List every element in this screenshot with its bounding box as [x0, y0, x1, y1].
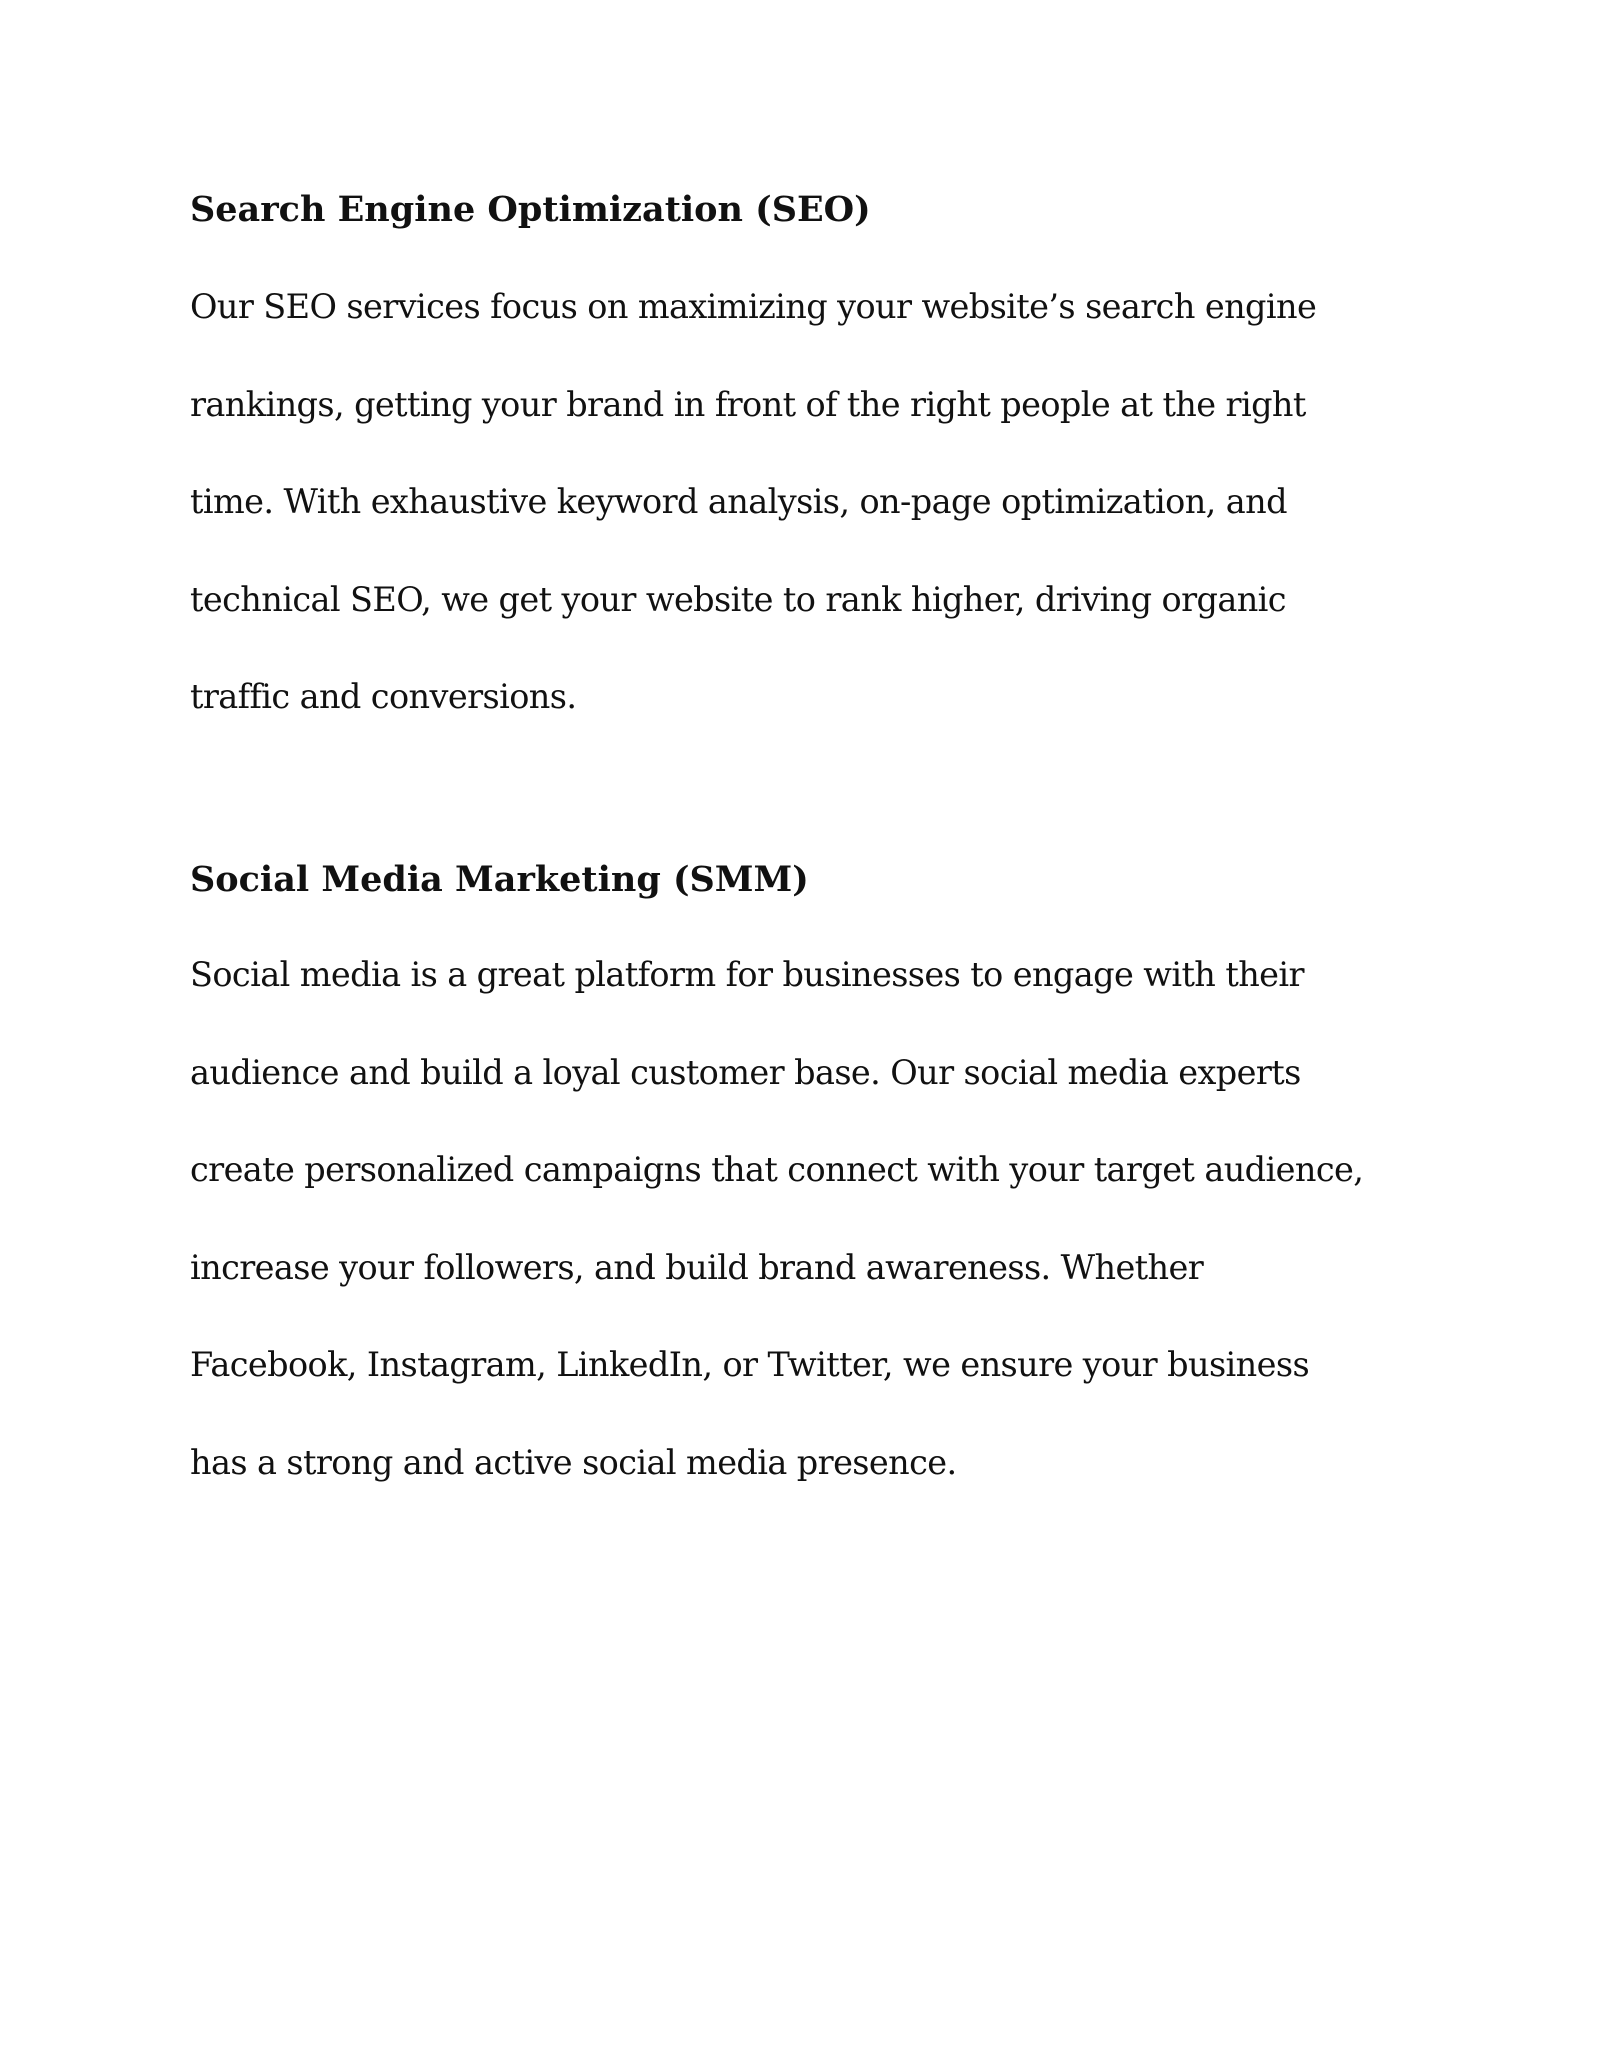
- section-smm: [190, 852, 1420, 1511]
- section-heading: Search Engine Optimization (SEO): [190, 189, 871, 230]
- section-body: [190, 926, 1420, 1511]
- body-line: rankings, getting your brand in front of the right people at the right: [190, 384, 1306, 424]
- body-line: increase your followers, and build brand awareness. Whether: [190, 1247, 1204, 1287]
- body-line: traffic and conversions.: [190, 677, 577, 716]
- body-line: Social media is a great platform for businesses to engage with their: [190, 955, 1304, 994]
- body-line: has a strong and active social media presence.: [190, 1442, 957, 1482]
- body-line: Facebook, Instagram, LinkedIn, or Twitter, we ensure your business: [190, 1345, 1310, 1384]
- body-line: Our SEO services focus on maximizing your website’s search engine: [190, 287, 1317, 326]
- body-line: time. With exhaustive keyword analysis, on-page optimization, and: [190, 482, 1287, 521]
- body-line: create personalized campaigns that connect with your target audience,: [190, 1150, 1364, 1189]
- section-body: [190, 258, 1420, 746]
- body-line: audience and build a loyal customer base. Our social media experts: [190, 1052, 1301, 1092]
- section-seo: [190, 182, 1420, 746]
- section-heading: Social Media Marketing (SMM): [190, 859, 809, 900]
- body-line: technical SEO, we get your website to rank higher, driving organic: [190, 579, 1286, 619]
